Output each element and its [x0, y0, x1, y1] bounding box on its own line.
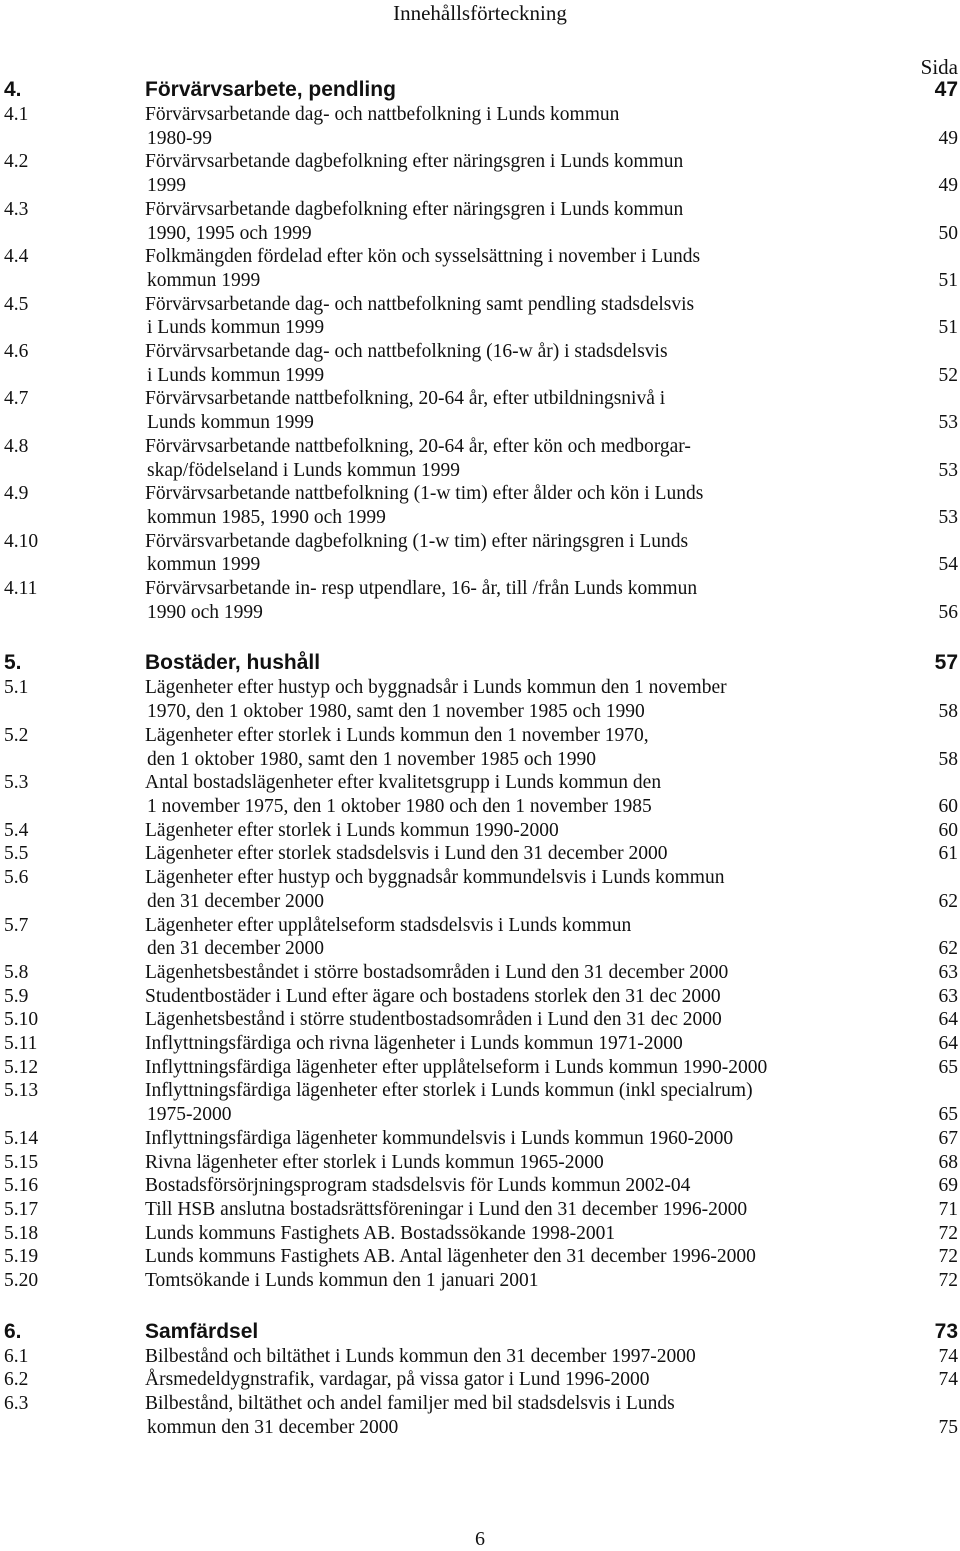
entry-number: 5.4	[4, 819, 29, 841]
entry-title	[145, 245, 900, 292]
section-title: Bostäder, hushåll	[145, 651, 321, 675]
entry-page-number: 63	[938, 961, 958, 983]
entry-number: 5.8	[4, 961, 29, 983]
entry-page-number: 62	[938, 890, 958, 912]
entry-title	[145, 1245, 900, 1269]
entry-title	[145, 1174, 900, 1198]
toc-entry	[0, 842, 960, 866]
entry-title-line: kommun 1985, 1990 och 1999	[147, 506, 386, 528]
entry-title-line: Studentbostäder i Lund efter ägare och bostadens storlek den 31 dec 2000	[145, 985, 721, 1007]
entry-title	[145, 103, 900, 150]
toc-entry	[0, 150, 960, 197]
entry-title	[145, 985, 900, 1009]
entry-title-line: 1990, 1995 och 1999	[147, 222, 312, 244]
table-of-contents	[0, 77, 960, 1440]
section-heading	[0, 77, 960, 103]
toc-entry	[0, 1008, 960, 1032]
toc-entry	[0, 961, 960, 985]
entry-title	[145, 1198, 900, 1222]
entry-page-number: 50	[938, 222, 958, 244]
entry-number: 6.1	[4, 1345, 29, 1367]
entry-title-line: Bilbestånd, biltäthet och andel familjer med bil stadsdelsvis i Lunds	[145, 1393, 675, 1415]
entry-page-number: 68	[938, 1151, 958, 1173]
entry-number: 5.7	[4, 914, 29, 936]
toc-entry	[0, 866, 960, 913]
entry-title-line: i Lunds kommun 1999	[147, 364, 325, 386]
entry-title-line: Förvärvsarbetande dag- och nattbefolkning (16-w år) i stadsdelsvis	[145, 341, 668, 363]
entry-number: 5.3	[4, 772, 29, 794]
entry-title-line: Lägenheter efter storlek stadsdelsvis i Lund den 31 december 2000	[145, 843, 668, 865]
toc-entry	[0, 914, 960, 961]
entry-title-line: den 1 oktober 1980, samt den 1 november 1985 och 1990	[147, 748, 596, 770]
toc-entry	[0, 577, 960, 624]
entry-title	[145, 482, 900, 529]
entry-page-number: 65	[938, 1104, 958, 1126]
entry-title	[145, 1032, 900, 1056]
entry-page-number: 58	[938, 748, 958, 770]
entry-title-line: 1980-99	[147, 127, 212, 149]
entry-number: 5.10	[4, 1009, 39, 1031]
entry-number: 4.6	[4, 341, 29, 363]
entry-title-line: kommun den 31 december 2000	[147, 1416, 399, 1438]
entry-title-line: Rivna lägenheter efter storlek i Lunds kommun 1965-2000	[145, 1151, 604, 1173]
entry-title-line: Tomtsökande i Lunds kommun den 1 januari 2001	[145, 1270, 539, 1292]
entry-title-line: Förvärvsarbetande nattbefolkning, 20-64 år, efter kön och medborgar-	[145, 435, 691, 457]
entry-title	[145, 961, 900, 985]
entry-page-number: 60	[938, 819, 958, 841]
entry-title	[145, 1127, 900, 1151]
toc-entry	[0, 387, 960, 434]
entry-page-number: 74	[938, 1369, 958, 1391]
entry-page-number: 54	[938, 554, 958, 576]
toc-entry	[0, 1222, 960, 1246]
page-title: Innehållsförteckning	[393, 1, 567, 25]
entry-title	[145, 435, 900, 482]
entry-title	[145, 530, 900, 577]
entry-page-number: 62	[938, 938, 958, 960]
entry-title-line: skap/födelseland i Lunds kommun 1999	[147, 459, 461, 481]
entry-title-line: den 31 december 2000	[147, 938, 325, 960]
entry-title	[145, 1392, 900, 1439]
entry-page-number: 52	[938, 364, 958, 386]
entry-title	[145, 819, 900, 843]
entry-title	[145, 842, 900, 866]
entry-page-number: 51	[938, 317, 958, 339]
toc-entry	[0, 1245, 960, 1269]
entry-page-number: 65	[938, 1056, 958, 1078]
entry-page-number: 56	[938, 601, 958, 623]
entry-title-line: Inflyttningsfärdiga lägenheter efter storlek i Lunds kommun (inkl specialrum)	[145, 1080, 753, 1102]
toc-entry	[0, 1269, 960, 1293]
entry-title-line: 1 november 1975, den 1 oktober 1980 och den 1 november 1985	[147, 795, 652, 817]
section-title: Samfärdsel	[145, 1319, 259, 1343]
entry-title-line: Lunds kommun 1999	[147, 412, 314, 434]
toc-entry	[0, 1151, 960, 1175]
toc-entry	[0, 676, 960, 723]
entry-page-number: 64	[938, 1033, 958, 1055]
entry-number: 5.11	[4, 1033, 38, 1055]
entry-title-line: Förvärvsarbetande dagbefolkning efter näringsgren i Lunds kommun	[145, 151, 684, 173]
entry-title-line: 1999	[147, 175, 186, 197]
entry-title-line: Förvärvsarbetande dag- och nattbefolkning samt pendling stadsdelsvis	[145, 293, 695, 315]
toc-entry	[0, 435, 960, 482]
entry-title	[145, 1345, 900, 1369]
entry-number: 5.18	[4, 1222, 39, 1244]
section-title: Förvärvsarbete, pendling	[145, 78, 396, 101]
entry-title-line: Bilbestånd och biltäthet i Lunds kommun den 31 december 1997-2000	[145, 1345, 696, 1367]
toc-entry	[0, 771, 960, 818]
toc-entry	[0, 198, 960, 245]
entry-title-line: Lunds kommuns Fastighets AB. Bostadssökande 1998-2001	[145, 1222, 616, 1244]
entry-title-line: 1975-2000	[147, 1104, 232, 1126]
entry-page-number: 51	[938, 269, 958, 291]
entry-title	[145, 1151, 900, 1175]
entry-title-line: Lägenheter efter upplåtelseform stadsdelsvis i Lunds kommun	[145, 914, 632, 936]
entry-number: 5.6	[4, 867, 29, 889]
toc-entry	[0, 103, 960, 150]
entry-title	[145, 150, 900, 197]
entry-title-line: Förvärvsarbetande dag- och nattbefolkning i Lunds kommun	[145, 104, 620, 125]
entry-page-number: 53	[938, 459, 958, 481]
entry-number: 5.12	[4, 1056, 39, 1078]
entry-title-line: Förvärvsarbetande nattbefolkning, 20-64 år, efter utbildningsnivå i	[145, 388, 666, 410]
entry-title	[145, 724, 900, 771]
entry-number: 6.2	[4, 1369, 29, 1391]
toc-entry	[0, 1392, 960, 1439]
section-page-number: 47	[934, 78, 958, 101]
entry-title	[145, 577, 900, 624]
entry-page-number: 72	[938, 1270, 958, 1292]
page-column-label: Sida	[920, 55, 958, 79]
toc-entry	[0, 819, 960, 843]
entry-title-line: i Lunds kommun 1999	[147, 317, 325, 339]
entry-page-number: 63	[938, 985, 958, 1007]
toc-section	[0, 77, 960, 624]
entry-number: 5.13	[4, 1080, 39, 1102]
entry-number: 4.9	[4, 483, 29, 505]
entry-number: 4.7	[4, 388, 29, 410]
toc-entry	[0, 1198, 960, 1222]
entry-title	[145, 676, 900, 723]
entry-number: 4.5	[4, 293, 29, 315]
entry-title-line: Förvärsvarbetande dagbefolkning (1-w tim) efter näringsgren i Lunds	[145, 530, 689, 552]
entry-title-line: Årsmedeldygnstrafik, vardagar, på vissa gator i Lund 1996-2000	[145, 1369, 650, 1391]
toc-entry	[0, 245, 960, 292]
entry-title-line: Antal bostadslägenheter efter kvalitetsgrupp i Lunds kommun den	[145, 772, 662, 794]
section-page-number: 73	[934, 1319, 958, 1343]
entry-number: 5.5	[4, 843, 29, 865]
entry-title	[145, 1008, 900, 1032]
entry-title-line: kommun 1999	[147, 269, 261, 291]
toc-entry	[0, 530, 960, 577]
toc-entry	[0, 1032, 960, 1056]
entry-page-number: 49	[938, 127, 958, 149]
entry-number: 4.4	[4, 246, 29, 268]
entry-title	[145, 198, 900, 245]
entry-number: 4.11	[4, 578, 38, 600]
section-number: 5.	[4, 651, 22, 675]
toc-entry	[0, 1174, 960, 1198]
entry-number: 4.3	[4, 198, 29, 220]
section-number: 4.	[4, 78, 22, 101]
entry-page-number: 64	[938, 1009, 958, 1031]
entry-title-line: Till HSB anslutna bostadsrättsföreningar i Lund den 31 december 1996-2000	[145, 1198, 748, 1220]
entry-number: 5.1	[4, 677, 29, 699]
entry-title	[145, 340, 900, 387]
entry-page-number: 60	[938, 795, 958, 817]
entry-number: 4.2	[4, 151, 29, 173]
entry-title	[145, 866, 900, 913]
toc-entry	[0, 1345, 960, 1369]
entry-page-number: 61	[938, 843, 958, 865]
entry-page-number: 49	[938, 175, 958, 197]
entry-title-line: Lägenhetsbestånd i större studentbostadsområden i Lund den 31 dec 2000	[145, 1009, 722, 1031]
section-page-number: 57	[934, 651, 958, 675]
entry-title-line: Inflyttningsfärdiga och rivna lägenheter i Lunds kommun 1971-2000	[145, 1033, 683, 1055]
entry-title-line: Förvärvsarbetande dagbefolkning efter näringsgren i Lunds kommun	[145, 198, 684, 220]
entry-page-number: 53	[938, 412, 958, 434]
section-heading	[0, 1319, 960, 1345]
toc-entry	[0, 1368, 960, 1392]
entry-number: 5.20	[4, 1270, 39, 1292]
entry-title	[145, 1368, 900, 1392]
entry-number: 5.15	[4, 1151, 39, 1173]
toc-entry	[0, 724, 960, 771]
entry-page-number: 69	[938, 1175, 958, 1197]
entry-title-line: den 31 december 2000	[147, 890, 325, 912]
entry-title-line: Inflyttningsfärdiga lägenheter efter upplåtelseform i Lunds kommun 1990-2000	[145, 1056, 768, 1078]
toc-entry	[0, 985, 960, 1009]
entry-page-number: 75	[938, 1416, 958, 1438]
entry-title	[145, 1056, 900, 1080]
entry-title-line: Lunds kommuns Fastighets AB. Antal lägenheter den 31 december 1996-2000	[145, 1246, 756, 1268]
entry-title-line: Lägenheter efter hustyp och byggnadsår kommundelsvis i Lunds kommun	[145, 867, 725, 889]
entry-title-line: Lägenhetsbeståndet i större bostadsområden i Lund den 31 december 2000	[145, 961, 729, 983]
entry-number: 4.10	[4, 530, 39, 552]
entry-title-line: 1970, den 1 oktober 1980, samt den 1 november 1985 och 1990	[147, 701, 645, 723]
entry-title	[145, 914, 900, 961]
entry-number: 5.14	[4, 1127, 39, 1149]
entry-title	[145, 771, 900, 818]
entry-number: 5.17	[4, 1198, 39, 1220]
toc-entry	[0, 1056, 960, 1080]
toc-entry	[0, 482, 960, 529]
section-heading	[0, 650, 960, 676]
entry-page-number: 71	[938, 1198, 958, 1220]
entry-number: 5.2	[4, 724, 29, 746]
entry-number: 5.16	[4, 1175, 39, 1197]
entry-page-number: 67	[938, 1127, 958, 1149]
entry-number: 4.1	[4, 104, 29, 125]
entry-title	[145, 293, 900, 340]
entry-title-line: Inflyttningsfärdiga lägenheter kommundelsvis i Lunds kommun 1960-2000	[145, 1127, 734, 1149]
entry-number: 6.3	[4, 1393, 29, 1415]
toc-entry	[0, 340, 960, 387]
entry-title-line: kommun 1999	[147, 554, 261, 576]
entry-page-number: 58	[938, 701, 958, 723]
page-number: 6	[475, 1528, 485, 1550]
entry-page-number: 72	[938, 1222, 958, 1244]
toc-entry	[0, 293, 960, 340]
entry-title	[145, 1222, 900, 1246]
entry-number: 5.9	[4, 985, 29, 1007]
toc-section	[0, 1319, 960, 1440]
entry-title-line: Förvärvsarbetande nattbefolkning (1-w tim) efter ålder och kön i Lunds	[145, 483, 704, 505]
entry-page-number: 72	[938, 1246, 958, 1268]
entry-title-line: Bostadsförsörjningsprogram stadsdelsvis för Lunds kommun 2002-04	[145, 1175, 691, 1197]
entry-number: 4.8	[4, 435, 29, 457]
entry-title-line: Folkmängden fördelad efter kön och sysselsättning i november i Lunds	[145, 246, 701, 268]
entry-title	[145, 1079, 900, 1126]
toc-entry	[0, 1127, 960, 1151]
entry-number: 5.19	[4, 1246, 39, 1268]
entry-title-line: Lägenheter efter storlek i Lunds kommun den 1 november 1970,	[145, 724, 649, 746]
entry-title	[145, 387, 900, 434]
entry-title	[145, 1269, 900, 1293]
entry-page-number: 74	[938, 1345, 958, 1367]
section-number: 6.	[4, 1319, 22, 1343]
entry-page-number: 53	[938, 506, 958, 528]
entry-title-line: Förvärvsarbetande in- resp utpendlare, 16- år, till /från Lunds kommun	[145, 578, 698, 600]
entry-title-line: Lägenheter efter storlek i Lunds kommun 1990-2000	[145, 819, 559, 841]
entry-title-line: Lägenheter efter hustyp och byggnadsår i Lunds kommun den 1 november	[145, 677, 727, 699]
entry-title-line: 1990 och 1999	[147, 601, 263, 623]
toc-section	[0, 650, 960, 1292]
toc-entry	[0, 1079, 960, 1126]
